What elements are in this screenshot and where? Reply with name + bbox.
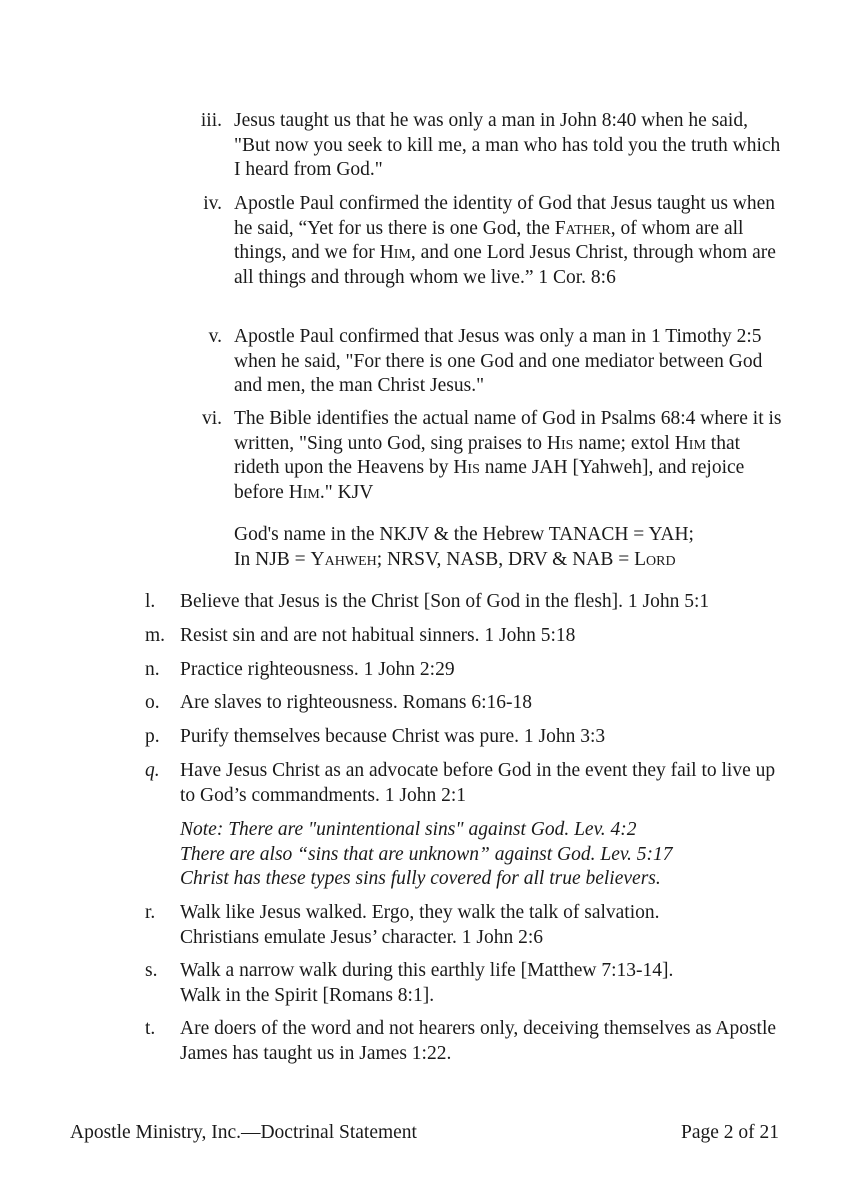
footer-title: Apostle Ministry, Inc.—Doctrinal Statement (70, 1122, 417, 1143)
list-number: iv. (203, 193, 222, 214)
list-number: iii. (200, 110, 222, 131)
list-text-line-1: Walk like Jesus walked. Ergo, they walk the talk of salvation. (180, 902, 660, 923)
list-letter: t. (145, 1018, 156, 1039)
list-text: Resist sin and are not habitual sinners. 1 John 5:18 (180, 625, 576, 646)
list-text: The Bible identifies the actual name of God in Psalms 68:4 where it is written, "Sing unto God, sing praises to His name; extol Him that rideth upon the Heavens by His name JAH [Yahweh], and rejoice before Him." KJV (234, 408, 782, 503)
list-letter: l. (145, 591, 156, 612)
list-text-line-2: Christians emulate Jesus’ character. 1 John 2:6 (180, 926, 544, 948)
list-text: Jesus taught us that he was only a man in John 8:40 when he said, "But now you seek to kill me, a man who has told you the truth which I heard from God." (234, 110, 781, 180)
small-caps-father: Father (554, 217, 611, 239)
list-letter: o. (145, 692, 160, 713)
list-text: Apostle Paul confirmed that Jesus was only a man in 1 Timothy 2:5 when he said, "For there is one God and one mediator between God and men, the man Christ Jesus." (234, 326, 763, 396)
list-text: Are doers of the word and not hearers only, deceiving themselves as Apostle James has taught us in James 1:22. (180, 1018, 777, 1064)
list-text: Believe that Jesus is the Christ [Son of God in the flesh]. 1 John 5:1 (180, 591, 710, 612)
small-caps-him: Him (379, 242, 411, 263)
list-text-line-2: Walk in the Spirit [Romans 8:1]. (180, 984, 435, 1006)
page-number: Page 2 of 21 (680, 1122, 779, 1143)
note-line-3: Christ has these types sins fully covered for all true believers. (180, 868, 661, 889)
list-letter: q. (145, 760, 160, 781)
list-text: Practice righteousness. 1 John 2:29 (180, 659, 455, 680)
list-letter: p. (145, 726, 160, 747)
names-line-2: In NJB = Yahweh; NRSV, NASB, DRV & NAB = Lord (234, 548, 676, 570)
list-text: Apostle Paul confirmed the identity of God that Jesus taught us when he said, “Yet for us there is one God, the Father, of whom are all things, and we for Him, and one Lord Jesus Christ, through whom are all things and through whom we live.” 1 Cor. 8:6 (234, 193, 776, 288)
list-text: Purify themselves because Christ was pure. 1 John 3:3 (180, 726, 606, 747)
list-letter: n. (145, 659, 160, 680)
list-text: Are slaves to righteousness. Romans 6:16-18 (180, 692, 533, 713)
note-line-2: There are also “sins that are unknown” against God. Lev. 5:17 (180, 843, 673, 865)
list-letter: m. (145, 625, 166, 646)
list-letter: s. (145, 960, 158, 981)
list-text-line-1: Walk a narrow walk during this earthly life [Matthew 7:13-14]. (180, 960, 674, 981)
list-text: Have Jesus Christ as an advocate before God in the event they fail to live up to God’s commandments. 1 John 2:1 (180, 760, 776, 806)
note-line-1: Note: There are "unintentional sins" against God. Lev. 4:2 (180, 819, 637, 840)
list-number: v. (208, 326, 222, 347)
list-number: vi. (201, 408, 222, 429)
names-line-1: God's name in the NKJV & the Hebrew TANACH = YAH; (234, 524, 694, 545)
list-letter: r. (145, 902, 156, 923)
